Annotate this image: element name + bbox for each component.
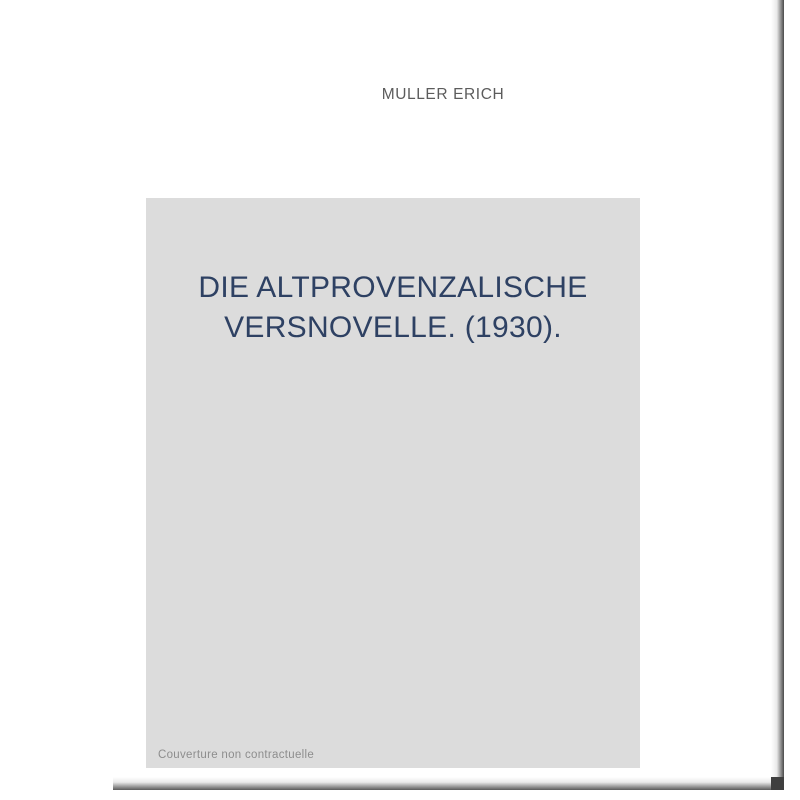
cover-title: DIE ALTPROVENZALISCHE VERSNOVELLE. (1930). xyxy=(198,271,588,344)
cover-author: MULLER ERICH xyxy=(381,86,505,103)
sheet-bottom-edge-shadow xyxy=(113,777,784,790)
sheet-right-edge-shadow xyxy=(771,0,784,790)
cover-disclaimer-note: Couverture non contractuelle xyxy=(158,749,315,761)
sheet-corner-shadow xyxy=(771,777,784,790)
